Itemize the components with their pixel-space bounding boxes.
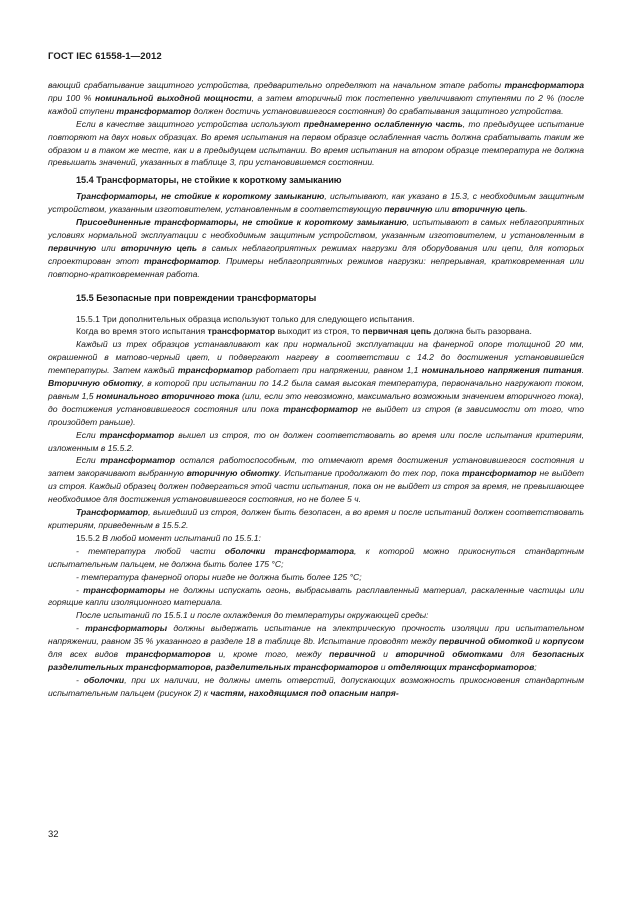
paragraph xyxy=(48,454,584,506)
text-run: вающий срабатывание защитного устройства, предварительно определяют на начальном этапе работы xyxy=(48,80,505,90)
text-run: остался работоспособным, то отмечают время достижения установившегося состояния и затем закорачивают выбранную xyxy=(48,455,584,479)
text-run: . Примеры неблагоприятных режимов нагрузки: непрерывная, кратковременная или повторно-кратковременная работа. xyxy=(48,255,584,279)
text-run: 15.5.1 Три дополнительных образца используют только для следующего испытания. xyxy=(76,313,415,324)
bold-term: частям, находящимся под опасным напря- xyxy=(210,687,399,698)
text-run: в самых неблагоприятных режимах нагрузки для оборудования или цепи, для которых спроектирован этот xyxy=(48,242,584,266)
paragraph xyxy=(48,674,584,700)
bold-term: номинальной выходной мощности xyxy=(95,92,252,103)
bold-term: номинального напряжения питания xyxy=(421,365,582,376)
text-run: и xyxy=(378,661,388,672)
document-header: ГОСТ IEC 61558-1—2012 xyxy=(48,51,162,62)
bold-term: трансформатор xyxy=(116,105,192,116)
bold-term: оболочки xyxy=(83,674,125,685)
text-run: или xyxy=(96,242,121,253)
paragraph xyxy=(48,532,584,545)
paragraph xyxy=(48,571,584,584)
text-run: 15.4 Трансформаторы, не стойкие к короткому замыканию xyxy=(76,175,342,186)
page-number: 32 xyxy=(48,829,59,840)
text-run: не выйдет из строя (в зависимости от того, что произойдет раньше). xyxy=(48,403,585,427)
document-body xyxy=(48,79,584,700)
text-run: , а затем вторичный ток постепенно увеличивают ступенями по 2 % (после каждой ступени xyxy=(48,92,584,116)
text-run: ; xyxy=(534,661,537,672)
text-run: . Испытание продолжают до тех пор, пока xyxy=(279,468,462,479)
bold-term: первичной xyxy=(329,649,376,660)
bold-term: отделяющих трансформаторов xyxy=(387,661,535,672)
paragraph xyxy=(48,338,584,428)
text-run: Если xyxy=(76,455,101,466)
bold-term: корпусом xyxy=(542,636,584,647)
text-run: не выйдет из строя. Каждый образец должен подвергаться этой части испытания, пока он не выйдет из строя за время, не превышающее необходимое для достижения установившегося состояния, но не более 5 ч. xyxy=(48,468,584,505)
paragraph xyxy=(48,79,584,118)
text-run: В любой момент испытаний по 15.5.1: xyxy=(102,532,261,543)
text-run: , то предыдущее испытание повторяют на двух новых образцах. Во время испытания на первом образце ослабленная часть должна срабатывать таким же образом и в таком же месте, как и в предыдущем испытании. Во время испытания на втором образце температура не должна превышать значений, указанных в таблице 3, при установившемся состоянии. xyxy=(48,118,584,168)
bold-term: вторичную обмотку xyxy=(186,468,280,479)
text-run: 15.5 Безопасные при повреждении трансформаторы xyxy=(76,292,317,303)
paragraph xyxy=(48,118,584,170)
bold-term: первичную xyxy=(48,242,97,253)
bold-term: преднамеренно ослабленную часть xyxy=(303,118,463,129)
paragraph xyxy=(48,216,584,281)
text-run: должны выдержать испытание на электрическую прочность изоляции при испытательном напряжении, равном 35 % указанного в разделе 18 в таблице 8b. Испытание проводят между xyxy=(48,623,585,647)
text-run: или xyxy=(432,204,452,215)
bold-term: Трансформаторы, не стойкие к короткому замыканию xyxy=(76,191,325,202)
paragraph xyxy=(48,325,584,338)
paragraph xyxy=(48,622,584,674)
bold-term: Присоединенные трансформаторы, не стойкие к короткому замыканию xyxy=(76,217,407,228)
bold-term: вторичной обмотками xyxy=(395,649,503,660)
text-run: и xyxy=(375,649,396,660)
text-run: и xyxy=(532,636,543,647)
section-heading xyxy=(48,292,584,305)
text-run: После испытаний по 15.5.1 и после охлаждения до температуры окружающей среды: xyxy=(76,610,429,621)
text-run: - температура любой части xyxy=(76,545,225,556)
text-run: - xyxy=(76,623,86,634)
text-run: Если в качестве защитного устройства используют xyxy=(76,118,304,129)
text-run: вышел из строя, то он должен соответствовать во время или после испытания критериям, изложенным в 15.5.2. xyxy=(48,429,585,453)
text-run: Каждый из трех образцов устанавливают как при нормальной эксплуатации на фанерной опоре толщиной 20 мм, окрашенной в матово-черный цвет, и подвергают нагреву в соответствии с 14.2 до достижения установившейся температуры. Затем каждый xyxy=(48,339,584,376)
text-run: для всех видов xyxy=(48,649,126,660)
bold-term: трансформатор xyxy=(177,365,253,376)
bold-term: первичная цепь xyxy=(362,326,432,337)
text-run: . xyxy=(525,204,528,215)
bold-term: трансформатор xyxy=(144,255,219,266)
bold-term: Трансформатор xyxy=(76,507,149,518)
text-run: , испытывают в самых неблагоприятных условиях нормальной эксплуатации с необходимым защитным устройством, указанным изготовителем, и установленным в xyxy=(48,217,584,240)
paragraph xyxy=(48,609,584,622)
paragraph xyxy=(48,190,584,216)
section-heading xyxy=(48,174,584,187)
text-run: , испытывают, как указано в 15.3, с необходимым защитным устройством, указанным изготовителем, установленным в соответствующую xyxy=(48,191,584,215)
text-run: для xyxy=(502,649,533,660)
text-run: , в которой при испытании по 14.2 была самая высокая температура, первоначально нагружают током, равным 1,5 xyxy=(48,378,584,401)
text-run: должна быть разорвана. xyxy=(431,326,532,337)
paragraph xyxy=(48,313,584,326)
bold-term: трансформатор xyxy=(100,455,176,466)
bold-term: безопасных разделительных трансформаторов, разделительных трансформаторов xyxy=(48,649,584,672)
text-run: , к которой можно прикоснуться стандартным испытательным пальцем, не должна быть более 175 °C; xyxy=(48,545,585,569)
text-run: при 100 % xyxy=(48,92,96,103)
bold-term: трансформатор xyxy=(207,326,276,337)
text-run: . xyxy=(581,365,584,376)
text-run: Когда во время этого испытания xyxy=(76,326,208,337)
text-run: и, кроме того, между xyxy=(210,649,330,660)
bold-term: трансформатор xyxy=(283,403,358,414)
bold-term: первичную xyxy=(384,204,433,215)
text-run: (или, если это невозможно, максимально возможным значением вторичного тока), до достижения установившегося состояния или пока xyxy=(48,390,585,414)
text-run: - xyxy=(76,584,84,595)
bold-term: вторичную цепь xyxy=(451,204,526,215)
paragraph xyxy=(48,545,584,571)
bold-term: первичной обмоткой xyxy=(438,636,533,647)
bold-term: трансформатор xyxy=(99,429,175,440)
bold-term: трансформатора xyxy=(504,80,584,90)
text-run: должен достичь установившегося состояния) до срабатывания защитного устройства. xyxy=(191,105,564,116)
bold-term: оболочки трансформатора xyxy=(224,545,354,556)
text-run: Если xyxy=(76,429,100,440)
bold-term: трансформаторы xyxy=(83,584,166,595)
text-run: выходит из строя, то xyxy=(275,326,363,337)
bold-term: трансформаторов xyxy=(125,649,211,660)
text-run: не должны испускать огонь, выбрасывать расплавленный материал, раскаленные частицы или горящие капли изоляционного материала. xyxy=(48,584,584,608)
paragraph xyxy=(48,584,584,610)
text-run: 15.5.2 xyxy=(76,532,103,543)
paragraph xyxy=(48,429,584,455)
text-run: - температура фанерной опоры нигде не должна быть более 125 °C; xyxy=(76,571,362,582)
text-run: работает при напряжении, равном 1,1 xyxy=(252,365,422,376)
bold-term: вторичную цепь xyxy=(120,242,197,253)
bold-term: трансформатор xyxy=(462,468,537,479)
paragraph xyxy=(48,506,584,532)
bold-term: номинального вторичного тока xyxy=(96,390,240,401)
text-run: , при их наличии, не должны иметь отверстий, допускающих возможность прикосновения стандартным испытательным пальцем (рисунок 2) к xyxy=(48,674,584,698)
text-run: , вышедший из строя, должен быть безопасен, а во время и после испытаний должен соответствовать критериям, приведенным в 15.5.2. xyxy=(48,507,584,530)
bold-term: трансформаторы xyxy=(85,623,168,634)
bold-term: Вторичную обмотку xyxy=(48,378,142,389)
text-run: - xyxy=(76,674,84,685)
